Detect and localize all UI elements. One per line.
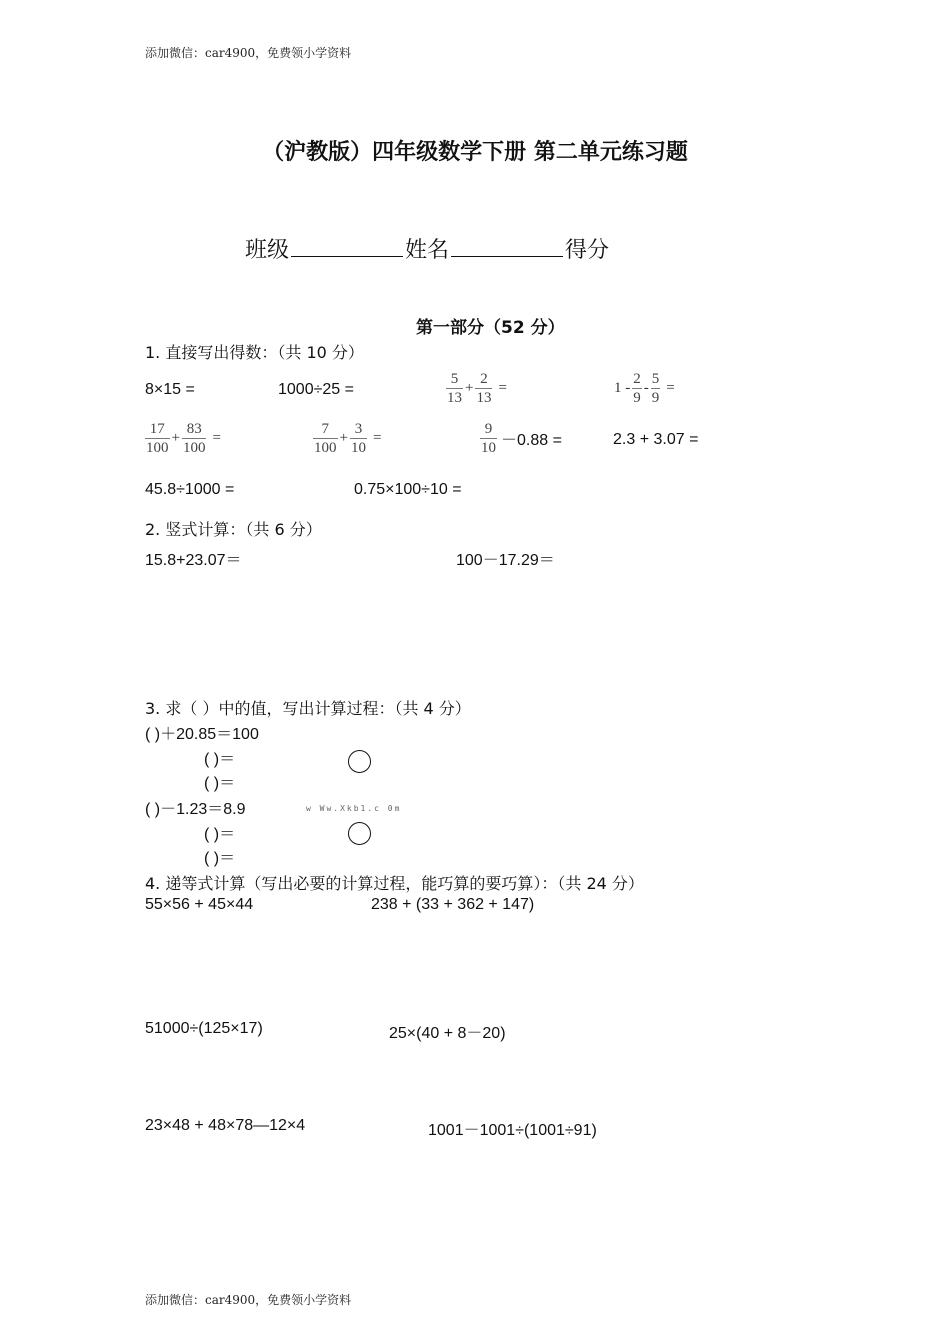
fraction: $\frac{83}{100}$ (182, 421, 206, 456)
fraction: $\frac{5}{9}$ (651, 371, 660, 406)
q1-item-8: 2.3 + 3.07 = (613, 431, 699, 448)
q3-equation-2: ( )－1.23＝8.9 (145, 801, 246, 818)
q4-item-2: 238 + (33 + 362 + 147) (371, 896, 535, 913)
q4-heading: 4. 递等式计算（写出必要的计算过程，能巧算的要巧算）：（共 24 分） (145, 874, 644, 893)
q1-item-7: $\frac{9}{10}$ －0.88 = (481, 421, 562, 456)
q1-heading: 1. 直接写出得数：（共 10 分） (145, 343, 364, 362)
q3-heading: 3. 求（ ）中的值，写出计算过程：（共 4 分） (145, 699, 471, 718)
q4-item-1: 55×56 + 45×44 (145, 896, 254, 913)
q2-item-2: 100－17.29＝ (456, 552, 555, 569)
q1-item-5: $\frac{17}{100}$ + $\frac{83}{100}$ = (146, 421, 221, 456)
q2-item-1: 15.8+23.07＝ (145, 552, 242, 569)
class-label: 班级 (245, 238, 290, 263)
name-blank[interactable] (451, 236, 563, 257)
class-blank[interactable] (291, 236, 403, 257)
fraction: $\frac{7}{100}$ (314, 421, 337, 456)
q2-heading: 2. 竖式计算：（共 6 分） (145, 520, 322, 539)
answer-circle (348, 822, 371, 845)
fraction: $\frac{9}{10}$ (481, 421, 496, 456)
fraction: $\frac{2}{13}$ (476, 371, 492, 406)
q3-eq2-step-2: ( )＝ (204, 850, 236, 867)
watermark-text: w Ww.Xkb1.c 0m (306, 804, 402, 813)
q1-item-4: 1 - $\frac{2}{9}$ - $\frac{5}{9}$ = (614, 371, 675, 406)
q4-item-4: 25×(40 + 8－20) (389, 1025, 506, 1042)
name-label: 姓名 (405, 238, 450, 263)
q3-eq1-step-2: ( )＝ (204, 775, 236, 792)
q1-item-6: $\frac{7}{100}$ + $\frac{3}{10}$ = (314, 421, 382, 456)
q1-item-3: $\frac{5}{13}$ + $\frac{2}{13}$ = (447, 371, 507, 406)
footer-note: 添加微信：car4900，免费领小学资料 (145, 1293, 352, 1307)
q1-item-10: 0.75×100÷10 = (354, 481, 462, 498)
page-title: （沪教版）四年级数学下册 第二单元练习题 (262, 140, 688, 165)
q4-item-6: 1001－1001÷(1001÷91) (428, 1122, 597, 1139)
part1-title: 第一部分（52 分） (416, 318, 565, 338)
answer-circle (348, 750, 371, 773)
fraction: $\frac{17}{100}$ (146, 421, 169, 456)
fraction: $\frac{2}{9}$ (633, 371, 641, 406)
q4-item-3: 51000÷(125×17) (145, 1020, 263, 1037)
fraction: $\frac{5}{13}$ (447, 371, 462, 406)
q4-item-5: 23×48 + 48×78—12×4 (145, 1117, 306, 1134)
q1-item-9: 45.8÷1000 = (145, 481, 235, 498)
student-info-line (245, 233, 609, 264)
q3-eq1-step-1: ( )＝ (204, 751, 236, 768)
header-note: 添加微信：car4900，免费领小学资料 (145, 46, 352, 60)
q1-item-1: 8×15 = (145, 381, 195, 398)
q1-item-2: 1000÷25 = (278, 381, 354, 398)
fraction: $\frac{3}{10}$ (350, 421, 366, 456)
q3-equation-1: ( )＋20.85＝100 (145, 726, 259, 743)
q3-eq2-step-1: ( )＝ (204, 826, 236, 843)
score-label: 得分 (565, 238, 610, 263)
